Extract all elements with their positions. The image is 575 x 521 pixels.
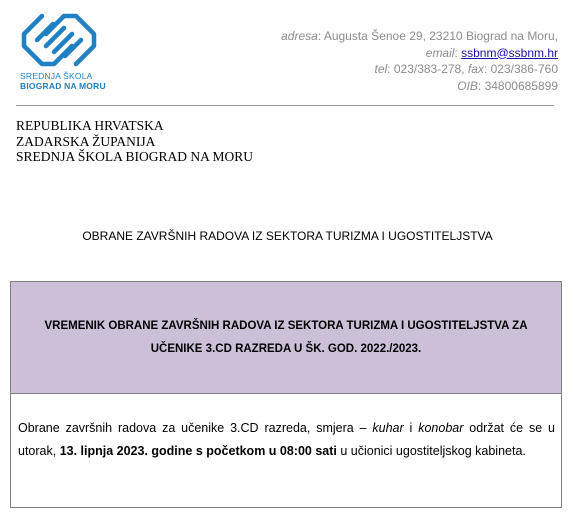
oib-value: : 34800685899 <box>477 78 558 93</box>
address-label: adresa <box>281 29 318 43</box>
oib-label: OIB <box>457 78 478 93</box>
fax-label: fax <box>467 62 484 76</box>
tel-label: tel <box>374 62 388 76</box>
notice-heading: VREMENIK OBRANE ZAVRŠNIH RADOVA IZ SEKTORA TURIZMA I UGOSTITELJSTVA ZA UČENIKE 3.CD RAZREDA U ŠK. GOD. 2022./2023. <box>44 319 528 355</box>
sender-block <box>16 118 253 165</box>
body-kuhar: kuhar <box>372 421 404 435</box>
notice-body <box>18 417 555 463</box>
email-label: email <box>425 45 455 60</box>
body-text-1: Obrane završnih radova za učenike 3.CD razreda, smjera – <box>18 421 373 435</box>
body-text-2: održat će se u utorak, <box>18 421 555 458</box>
document-subject: OBRANE ZAVRŠNIH RADOVA IZ SEKTORA TURIZMA I UGOSTITELJSTVA <box>82 229 493 243</box>
address-value: : Augusta Šenoe 29, 23210 Biograd na Moru, <box>317 29 558 43</box>
school-logo-icon <box>20 12 98 68</box>
sender-line2: ZADARSKA ŽUPANIJA <box>16 133 156 149</box>
body-date: 13. lipnja 2023. godine s početkom u 08:00 sati <box>59 444 337 458</box>
header-divider <box>16 105 554 106</box>
logo-text-line2: BIOGRAD NA MORU <box>20 81 106 91</box>
sender-line3: SREDNJA ŠKOLA BIOGRAD NA MORU <box>16 149 254 164</box>
contact-oib <box>281 78 558 95</box>
fax-value: : 023/386-760 <box>483 62 558 76</box>
tel-value: : 023/383-278, <box>387 62 465 76</box>
notice-box <box>10 281 562 508</box>
email-link[interactable]: ssbnm@ssbnm.hr <box>461 45 558 60</box>
body-and: i <box>403 421 419 435</box>
notice-heading-cell <box>11 282 561 394</box>
contact-address <box>281 28 558 45</box>
body-konobar: konobar <box>418 421 464 435</box>
sender-line1: REPUBLIKA HRVATSKA <box>16 118 164 133</box>
body-text-3: u učionici ugostiteljskog kabineta. <box>336 444 526 458</box>
logo-text-line1: SREDNJA ŠKOLA <box>20 71 93 81</box>
school-logo <box>16 12 106 94</box>
contact-email: email: ssbnm@ssbnm.hr <box>425 45 558 60</box>
contact-phone <box>281 61 558 78</box>
contact-block <box>281 28 558 94</box>
